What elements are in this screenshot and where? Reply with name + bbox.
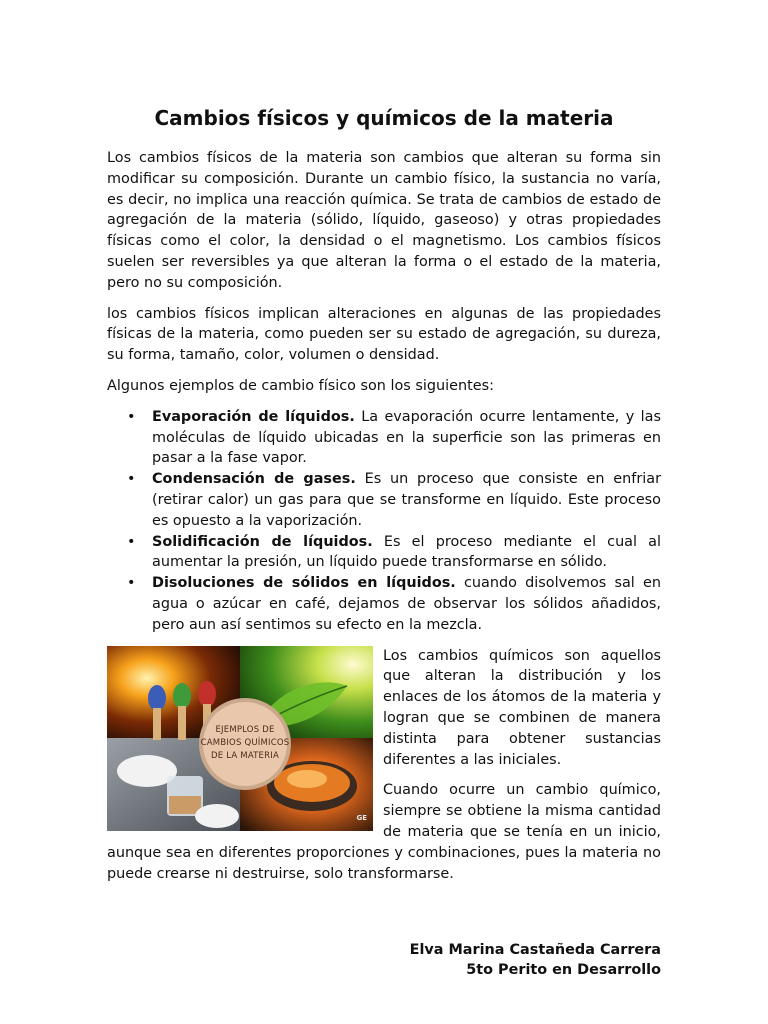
paragraph-physical-changes: Los cambios físicos de la materia son cambios que alteran su forma sin modificar su composición. Durante un cambio físico, la sustancia no varía, es decir, no implica una reacción química. Se trata de cambios de estado de agregación de la materia (sólido, líquido, gaseoso) y otras propiedades físicas como el color, la densidad o el magnetismo. Los cambios físicos suelen ser reversibles ya que alteran la forma o el estado de la materia, pero no su composición. [107,150,661,291]
paragraph-physical-properties: los cambios físicos implican alteraciones en algunas de las propiedades físicas de la materia, como pueden ser su estado de agregación, su dureza, su forma, tamaño, color, volumen o densidad. [107,305,661,364]
author-name: Elva Marina Castañeda Carrera [409,942,661,958]
author-course: 5to Perito en Desarrollo [466,962,661,978]
bullet-icon: • [127,575,136,592]
example-term: Disoluciones de sólidos en líquidos. [152,575,456,592]
bullet-icon: • [127,533,136,550]
chemical-changes-image [107,646,373,831]
examples-list [107,407,661,636]
list-item [107,573,661,635]
paragraph-mass-conservation: Cuando ocurre un cambio químico, siempre se obtiene la misma cantidad de materia que se tenía en un inicio, aunque sea en diferentes proporciones y combinaciones, pues la materia no puede crearse ni destruirse, solo transformarse. [107,782,661,882]
example-term: Evaporación de líquidos. [152,408,355,425]
list-item [107,469,661,531]
document-title: Cambios físicos y químicos de la materia [154,106,614,130]
example-term: Condensación de gases. [152,471,356,488]
list-item [107,407,661,469]
image-caption: EJEMPLOS DE CAMBIOS QUÍMICOS DE LA MATERIA [200,725,290,762]
example-term: Solidificación de líquidos. [152,533,373,550]
paragraph-chemical-changes: Los cambios químicos son aquellos que alteran la distribución y los enlaces de los átomos de la materia y logran que se combinen de manera distinta para obtener sustancias diferentes a las iniciales. [383,647,661,768]
example-text: cuando disolvemos sal en agua o azúcar en café, dejamos de observar los sólidos añadidos, pero aun así sentimos su efecto en la mezcla. [152,575,662,633]
bullet-icon: • [127,408,136,425]
paragraph-examples-intro: Algunos ejemplos de cambio físico son los siguientes: [107,377,494,394]
example-text: Es el proceso mediante el cual al aumentar la presión, un líquido puede transformarse en sólido. [152,533,661,571]
author-signature [410,940,661,980]
document-body [107,104,661,894]
example-text: Es un proceso que consiste en enfriar (retirar calor) un gas para que se transforme en líquido. Este proceso es opuesto a la vaporización. [152,471,661,529]
list-item [107,532,661,574]
bullet-icon: • [127,471,136,488]
image-watermark: GE [356,813,367,822]
example-text: La evaporación ocurre lentamente, y las moléculas de líquido ubicadas en la superficie son las primeras en pasar a la fase vapor. [152,408,661,467]
